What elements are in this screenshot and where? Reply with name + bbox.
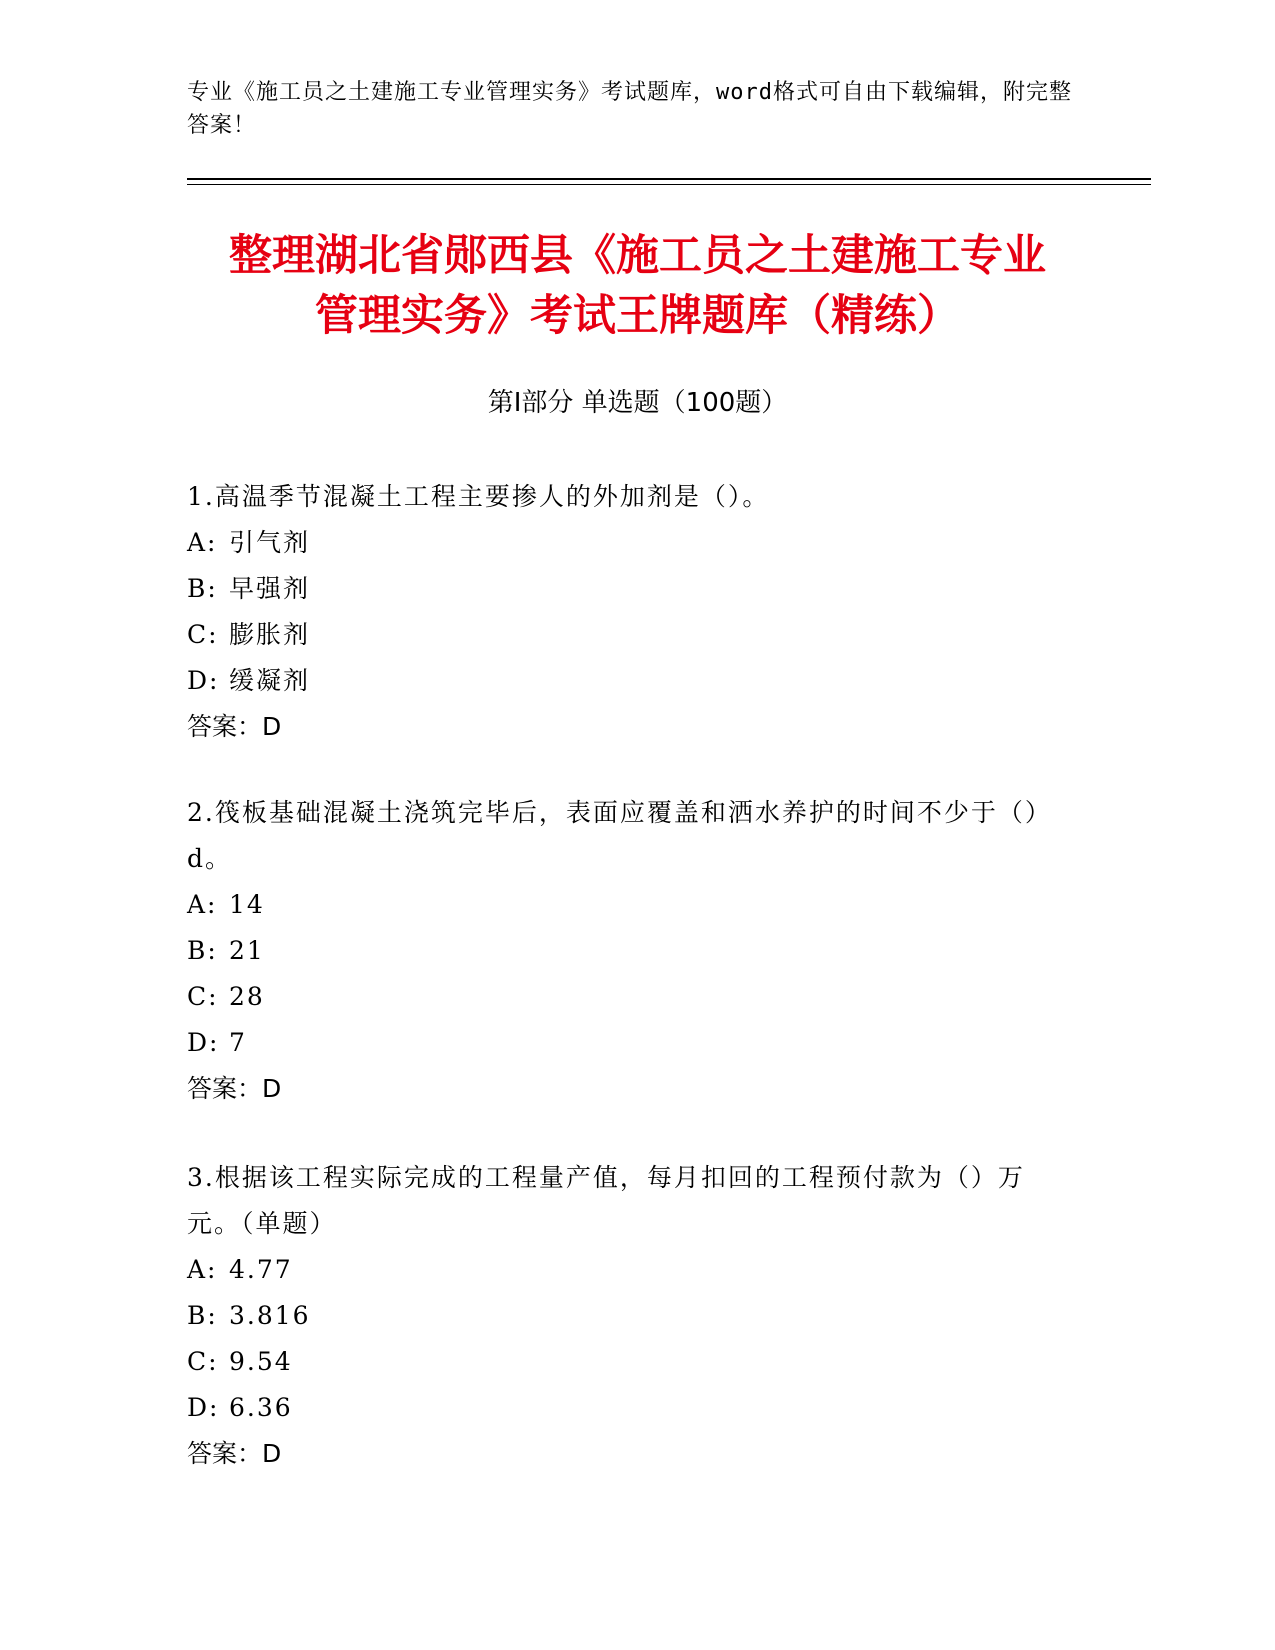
option-b [187, 1293, 1067, 1339]
option-key: D: [187, 1393, 220, 1422]
section-heading: 第Ⅰ部分 单选题（100题） [487, 388, 788, 418]
header-divider-thin [187, 184, 1151, 185]
option-a [187, 882, 1067, 928]
option-key: A: [187, 528, 218, 557]
option-text: 3.816 [229, 1301, 311, 1330]
option-key: D: [187, 666, 220, 695]
option-b [187, 566, 1067, 612]
title-line-1: 整理湖北省郧西县《施工员之土建施工专业 [229, 231, 1046, 281]
option-key: B: [187, 1301, 218, 1330]
option-key: A: [187, 890, 218, 919]
question-3 [187, 1155, 1067, 1477]
option-text: 引气剂 [229, 528, 311, 557]
option-key: C: [187, 620, 219, 649]
option-key: A: [187, 1255, 218, 1284]
option-b [187, 928, 1067, 974]
option-d [187, 1020, 1067, 1066]
question-stem: 2.筏板基础混凝土浇筑完毕后，表面应覆盖和洒水养护的时间不少于（）d。 [187, 798, 1052, 873]
option-key: B: [187, 574, 218, 603]
option-d [187, 658, 1067, 704]
answer: 答案：D [187, 1074, 282, 1103]
option-d [187, 1385, 1067, 1431]
option-c [187, 612, 1067, 658]
option-key: C: [187, 1347, 219, 1376]
option-text: 7 [229, 1028, 247, 1057]
option-text: 14 [229, 890, 265, 919]
answer: 答案：D [187, 712, 282, 741]
question-1 [187, 474, 1067, 750]
option-text: 28 [229, 982, 265, 1011]
question-stem: 1.高温季节混凝土工程主要掺人的外加剂是（）。 [187, 482, 770, 511]
option-a [187, 1247, 1067, 1293]
option-text: 4.77 [229, 1255, 293, 1284]
option-text: 21 [229, 936, 265, 965]
option-a [187, 520, 1067, 566]
question-2 [187, 790, 1067, 1112]
option-text: 膨胀剂 [229, 620, 311, 649]
header-divider-thick [187, 178, 1151, 180]
option-text: 9.54 [229, 1347, 293, 1376]
option-key: C: [187, 982, 219, 1011]
question-stem: 3.根据该工程实际完成的工程量产值，每月扣回的工程预付款为（）万元。（单题） [187, 1163, 1025, 1238]
title-line-2: 管理实务》考试王牌题库（精练） [315, 291, 960, 341]
option-text: 早强剂 [229, 574, 311, 603]
option-text: 缓凝剂 [229, 666, 311, 695]
option-c [187, 1339, 1067, 1385]
option-text: 6.36 [229, 1393, 293, 1422]
option-c [187, 974, 1067, 1020]
document-title [150, 226, 1125, 346]
option-key: D: [187, 1028, 220, 1057]
answer: 答案：D [187, 1439, 282, 1468]
header-note: 专业《施工员之土建施工专业管理实务》考试题库，word格式可自由下载编辑，附完整答案！ [187, 80, 1072, 138]
option-key: B: [187, 936, 218, 965]
